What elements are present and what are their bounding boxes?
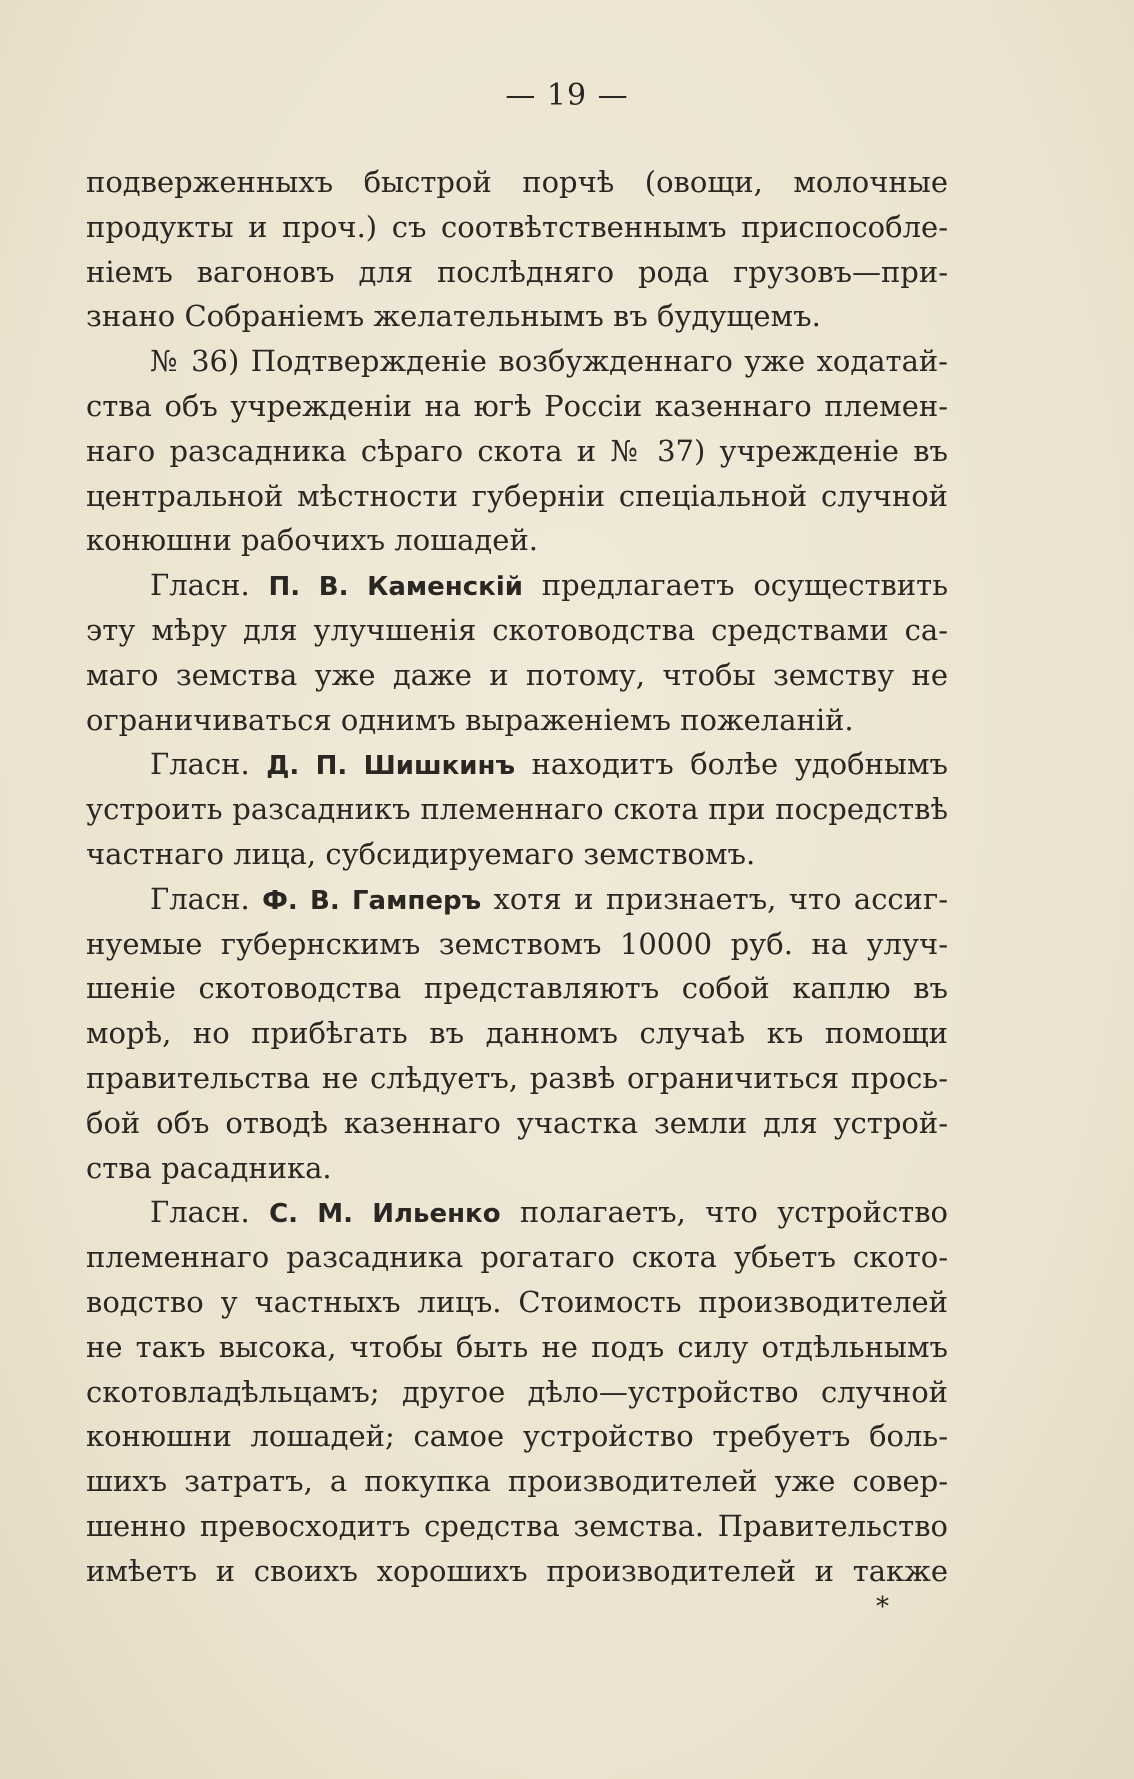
text-line	[86, 1325, 948, 1370]
text-fragment: ограничиваться однимъ выраженіемъ пожеланій.	[86, 702, 854, 737]
text-fragment: водство у частныхъ лицъ. Стоимость производителей	[86, 1284, 948, 1319]
text-fragment: конюшни лошадей; самое устройство требуетъ боль-	[86, 1419, 948, 1454]
text-fragment: предлагаетъ осуществить	[522, 568, 948, 603]
text-fragment: конюшни рабочихъ лошадей.	[86, 523, 538, 558]
text-fragment: имѣетъ и своихъ хорошихъ производителей и также	[86, 1553, 948, 1588]
text-line	[86, 922, 948, 967]
text-line	[86, 294, 948, 339]
text-line	[86, 1056, 948, 1101]
text-line	[86, 474, 948, 519]
text-line	[86, 1504, 948, 1549]
text-fragment: устроить разсадникъ племеннаго скота при посредствѣ	[86, 792, 948, 827]
text-fragment: скотовладѣльцамъ; другое дѣло—устройство случной	[86, 1374, 948, 1409]
signature-mark: *	[876, 1592, 889, 1622]
text-fragment: № 36) Подтвержденіе возбужденнаго уже ходатай-	[150, 344, 948, 379]
text-line	[86, 698, 948, 743]
text-line	[86, 160, 948, 205]
text-line	[86, 1459, 948, 1504]
text-fragment: шенно превосходитъ средства земства. Правительство	[86, 1508, 948, 1543]
text-fragment: полагаетъ, что устройство	[500, 1195, 948, 1230]
text-fragment: наго разсадника сѣраго скота и № 37) учрежденіе въ	[86, 433, 948, 468]
text-line	[86, 877, 948, 922]
page-number: — 19 —	[505, 78, 629, 113]
text-line	[86, 429, 948, 474]
text-fragment: Гласн.	[150, 881, 263, 916]
text-line	[86, 1101, 948, 1146]
text-fragment: маго земства уже даже и потому, чтобы земству не	[86, 657, 948, 692]
text-fragment: знано Собраніемъ желательнымъ въ будущемъ.	[86, 299, 821, 334]
text-line	[86, 1370, 948, 1415]
text-fragment: ства расадника.	[86, 1150, 332, 1185]
text-line	[86, 339, 948, 384]
text-fragment: Гласн.	[150, 1195, 270, 1230]
text-fragment: не такъ высока, чтобы быть не подъ силу отдѣльнымъ	[86, 1329, 948, 1364]
text-fragment: находитъ болѣе удобнымъ	[515, 747, 948, 782]
text-line	[86, 384, 948, 429]
text-fragment: подверженныхъ быстрой порчѣ (овощи, молочные	[86, 165, 948, 199]
text-fragment: нуемые губернскимъ земствомъ 10000 руб. на улуч-	[86, 926, 948, 961]
text-line	[86, 966, 948, 1011]
text-fragment: ства объ учрежденіи на югѣ Россіи казеннаго племен-	[86, 388, 948, 423]
text-line	[86, 608, 948, 653]
text-line	[86, 563, 948, 608]
text-fragment: морѣ, но прибѣгать въ данномъ случаѣ къ помощи	[86, 1016, 948, 1051]
text-fragment: хотя и признаетъ, что ассиг-	[481, 881, 948, 916]
text-fragment: Гласн.	[150, 568, 269, 603]
text-line	[86, 1414, 948, 1459]
text-line	[86, 1190, 948, 1235]
text-line	[86, 1011, 948, 1056]
speaker-name: С. М. Ильенко	[269, 1199, 501, 1230]
speaker-name: Ф. В. Гамперъ	[262, 885, 482, 916]
text-fragment: шихъ затратъ, а покупка производителей уже совер-	[86, 1464, 948, 1499]
text-line	[86, 1280, 948, 1325]
text-fragment: эту мѣру для улучшенія скотоводства средствами са-	[86, 612, 948, 647]
text-line	[86, 742, 948, 787]
text-line	[86, 1235, 948, 1280]
text-fragment: племеннаго разсадника рогатаго скота убьетъ ското-	[86, 1240, 948, 1275]
text-fragment: ніемъ вагоновъ для послѣдняго рода грузовъ—при-	[86, 254, 948, 289]
text-line	[86, 1549, 948, 1594]
text-fragment: Гласн.	[150, 747, 267, 782]
text-body	[86, 160, 948, 1594]
speaker-name: П. В. Каменскій	[268, 572, 523, 603]
text-line	[86, 653, 948, 698]
text-line	[86, 250, 948, 295]
text-line	[86, 787, 948, 832]
text-fragment: продукты и проч.) съ соотвѣтственнымъ приспособле-	[86, 209, 948, 244]
text-fragment: шеніе скотоводства представляютъ собой каплю въ	[86, 971, 948, 1006]
speaker-name: Д. П. Шишкинъ	[266, 751, 515, 782]
text-line	[86, 1146, 948, 1191]
text-fragment: правительства не слѣдуетъ, развѣ ограничиться прось-	[86, 1060, 948, 1095]
text-line	[86, 832, 948, 877]
text-fragment: центральной мѣстности губерніи спеціальной случной	[86, 478, 948, 513]
text-fragment: частнаго лица, субсидируемаго земствомъ.	[86, 836, 756, 871]
text-line	[86, 518, 948, 563]
text-fragment: бой объ отводѣ казеннаго участка земли для устрой-	[86, 1105, 948, 1140]
text-line	[86, 205, 948, 250]
